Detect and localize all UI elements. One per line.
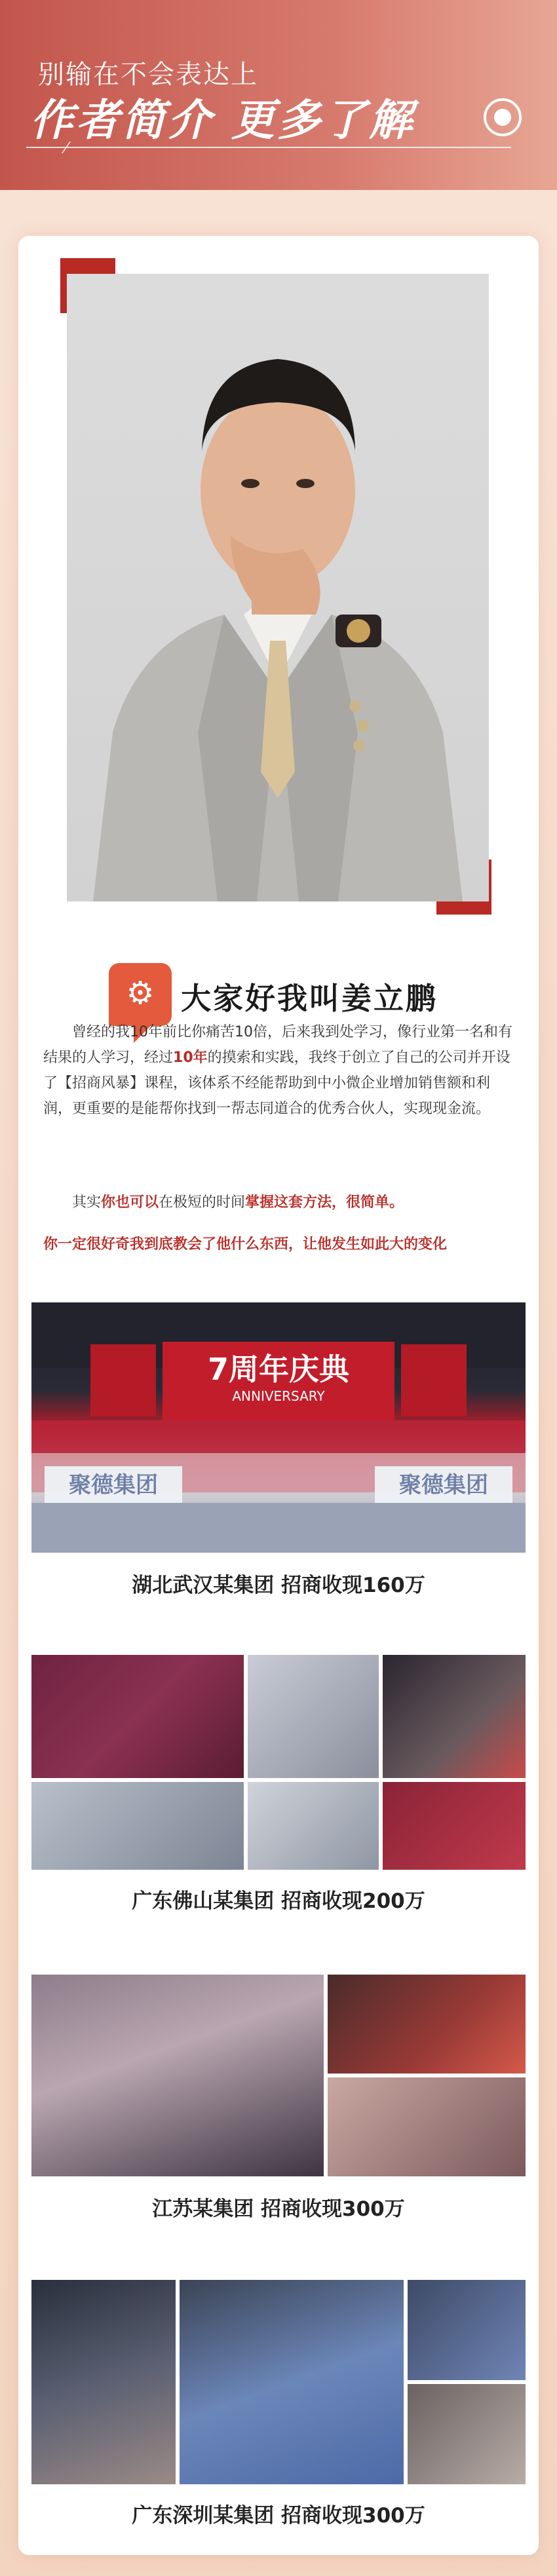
target-icon [484, 98, 522, 136]
collage-2-tile-3 [383, 1655, 526, 1778]
event-caption-1: 湖北武汉某集团 招商收现160万 [132, 1574, 425, 1597]
para1-text-b: 的摸索和实践，我终于创立了自己的公司并开设了【招商风暴】课程，该体系不经能帮助到中小微企业增加销售额和利润，更重要的是能帮你找到一帮志同道合的优秀合伙人，实现现金流。 [43, 1050, 510, 1117]
left-sign: 聚德集团 [69, 1472, 158, 1498]
para1-text-a: 曾经的我10年前比你痛苦10倍，后来我到处学习，像行业第一名和有结果的人学习，经过 [43, 1024, 512, 1066]
stage-title: 7周年庆典 [207, 1352, 350, 1387]
para2-highlight-2: 掌握这套方法，很简单。 [245, 1194, 404, 1211]
collage-3-tile-2 [328, 1975, 526, 2074]
intro-paragraph-1 [43, 1019, 515, 1122]
portrait-illustration [67, 274, 489, 901]
header-banner [0, 0, 557, 190]
para1-highlight: 10年 [173, 1050, 208, 1066]
banner-divider [26, 147, 511, 148]
right-sign: 聚德集团 [399, 1472, 488, 1498]
gear-icon: ⚙ [126, 975, 155, 1012]
collage-4-tile-3 [408, 2280, 526, 2380]
event-photo-collage-3 [31, 1975, 526, 2176]
event-1-scene [31, 1302, 526, 1553]
collage-2-tile-2 [248, 1655, 379, 1778]
collage-4-tile-2 [180, 2280, 404, 2484]
banner-title: 作者简介 更多了解 [30, 95, 415, 145]
collage-3-tile-3 [328, 2077, 526, 2176]
event-caption-3: 江苏某集团 招商收现300万 [152, 2197, 405, 2221]
para2-text-a: 其实 [72, 1194, 102, 1211]
event-caption-2: 广东佛山某集团 招商收现200万 [132, 1889, 425, 1913]
collage-2-tile-5 [248, 1782, 379, 1870]
intro-paragraph-2 [43, 1190, 515, 1215]
para2-highlight-1: 你也可以 [101, 1194, 159, 1211]
intro-paragraph-3: 你一定很好奇我到底教会了他什么东西，让他发生如此大的变化 [43, 1236, 448, 1253]
collage-4-tile-1 [31, 2280, 176, 2484]
para2-text-b: 在极短的时间 [159, 1194, 246, 1211]
collage-4-tile-4 [408, 2384, 526, 2484]
collage-3-tile-1 [31, 1975, 324, 2176]
collage-2-tile-1 [31, 1655, 244, 1778]
collage-2-tile-6 [383, 1782, 526, 1870]
banner-subtitle: 别输在不会表达上 [38, 60, 258, 90]
event-photo-1 [31, 1302, 526, 1553]
event-photo-collage-2 [31, 1655, 526, 1870]
event-caption-4: 广东深圳某集团 招商收现300万 [132, 2504, 425, 2528]
section-icon-badge [109, 963, 172, 1026]
collage-2-tile-4 [31, 1782, 244, 1870]
author-portrait [67, 274, 489, 901]
author-name-heading: 大家好我叫姜立鹏 [181, 981, 438, 1016]
stage-subtitle: ANNIVERSARY [232, 1388, 325, 1404]
event-photo-collage-4 [31, 2280, 526, 2483]
